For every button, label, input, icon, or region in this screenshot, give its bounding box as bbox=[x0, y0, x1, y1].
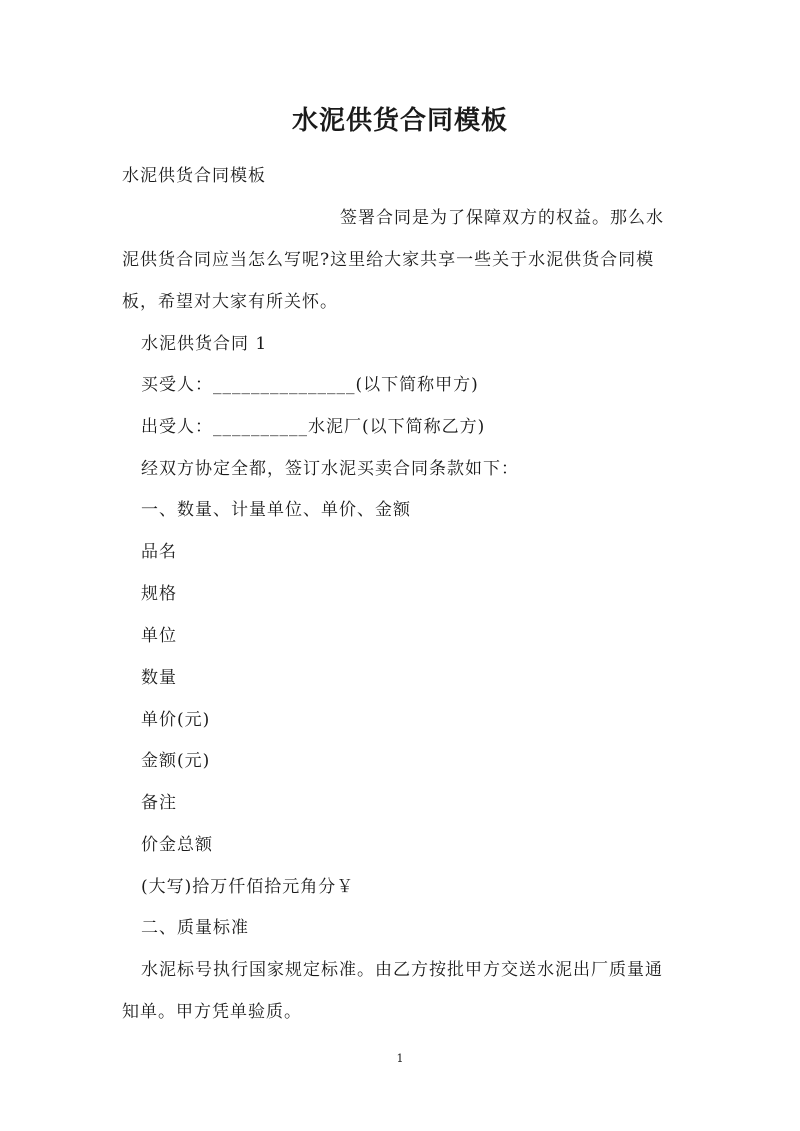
buyer-line: 买受人：_______________(以下简称甲方) bbox=[141, 375, 479, 395]
field-label: 数量 bbox=[141, 668, 177, 688]
intro-line: 板，希望对大家有所关怀。 bbox=[122, 292, 338, 312]
field-label: 价金总额 bbox=[141, 835, 213, 855]
quality-text-line: 知单。甲方凭单验质。 bbox=[122, 1002, 302, 1022]
contract-heading: 水泥供货合同 1 bbox=[141, 334, 268, 354]
agreement-line: 经双方协定全都，签订水泥买卖合同条款如下： bbox=[141, 459, 519, 479]
field-label: (大写)拾万仟佰拾元角分￥ bbox=[141, 877, 355, 897]
section-heading: 二、质量标准 bbox=[141, 918, 249, 938]
field-label: 单价(元) bbox=[141, 710, 211, 730]
seller-line: 出受人：__________水泥厂(以下简称乙方) bbox=[141, 417, 486, 437]
intro-line: 泥供货合同应当怎么写呢?这里给大家共享一些关于水泥供货合同模 bbox=[122, 250, 655, 270]
page-number: 1 bbox=[396, 1052, 404, 1065]
field-label: 备注 bbox=[141, 793, 177, 813]
field-label: 金额(元) bbox=[141, 751, 211, 771]
document-title: 水泥供货合同模板 bbox=[291, 106, 508, 136]
field-label: 品名 bbox=[141, 542, 177, 562]
field-label: 单位 bbox=[141, 626, 177, 646]
document-subtitle: 水泥供货合同模板 bbox=[122, 166, 266, 186]
section-heading: 一、数量、计量单位、单价、金额 bbox=[141, 500, 411, 520]
quality-text-line: 水泥标号执行国家规定标准。由乙方按批甲方交送水泥出厂质量通 bbox=[141, 960, 663, 980]
field-label: 规格 bbox=[141, 584, 177, 604]
intro-line: 签署合同是为了保障双方的权益。那么水 bbox=[340, 208, 664, 228]
